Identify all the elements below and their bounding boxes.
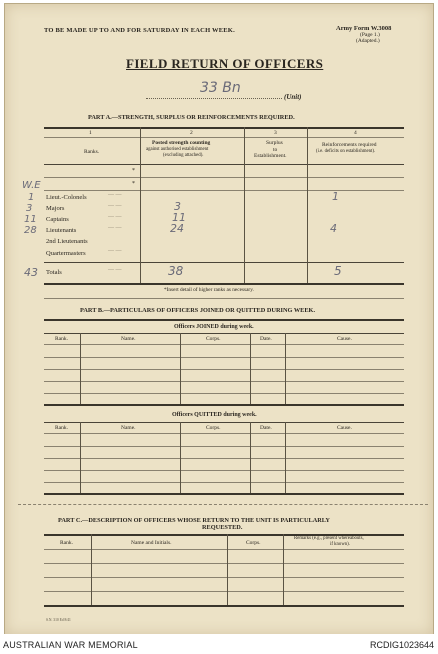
- part-a-title: PART A.—STRENGTH, SURPLUS OR REINFORCEMENTS REQUIRED.: [88, 114, 295, 121]
- part-b-top-rule: [44, 298, 404, 299]
- unit-handwritten: 33 Bn: [200, 80, 241, 96]
- quitted-col-date: Date.: [260, 425, 272, 431]
- rank-label: Lieutenants: [46, 227, 77, 234]
- instruction-text: TO BE MADE UP TO AND FOR SATURDAY IN EACH WEEK.: [44, 27, 235, 34]
- form-name: Army Form W.3008: [336, 25, 392, 32]
- reinf-value: 1: [332, 190, 339, 203]
- col-reinf-header-1: Reinforcements required: [322, 142, 377, 148]
- print-code: S.N. 310 Ed 8/41: [46, 618, 71, 622]
- col-number-2: 2: [190, 130, 193, 136]
- quitted-col-divider: [250, 422, 251, 493]
- form-page: (Page 1.): [360, 32, 380, 38]
- quitted-row-rule: [44, 446, 404, 447]
- quitted-col-corps: Corps.: [206, 425, 221, 431]
- rank-label: Captains: [46, 216, 69, 223]
- part-c-divider: [18, 504, 428, 505]
- joined-col-divider: [80, 333, 81, 404]
- col-divider-3: [307, 127, 308, 283]
- col-reinf-header-2: (i.e. deficits on establishment).: [316, 149, 376, 154]
- part-c-row-rule: [44, 591, 404, 592]
- col-divider-1: [140, 127, 141, 283]
- row-leader: — —: [108, 267, 122, 273]
- rank-label: Majors: [46, 205, 65, 212]
- part-c-colhead-rule: [44, 549, 404, 550]
- joined-row-rule: [44, 357, 404, 358]
- part-c-title-2: REQUESTED.: [202, 524, 243, 531]
- part-c-col-remarks-2: if known).: [330, 542, 350, 547]
- posted-value: 3: [174, 200, 181, 213]
- joined-top-rule: [44, 319, 404, 321]
- margin-we: W.E: [22, 180, 41, 191]
- margin-value: 11: [24, 214, 37, 225]
- archive-id: RCDIG1023644: [369, 640, 434, 650]
- joined-row-rule: [44, 393, 404, 394]
- quitted-bottom-rule: [44, 493, 404, 495]
- form-adapted: (Adapted.): [356, 38, 380, 44]
- joined-row-rule: [44, 381, 404, 382]
- joined-bottom-rule: [44, 404, 404, 406]
- quitted-col-cause: Cause.: [337, 425, 352, 431]
- archive-footer: [0, 634, 438, 654]
- part-c-col-divider: [227, 534, 228, 605]
- margin-value: 28: [24, 225, 37, 236]
- joined-colhead-rule: [44, 344, 404, 345]
- totals-top-rule: [44, 262, 404, 263]
- header-bottom-rule: [44, 164, 404, 165]
- part-c-col-name: Name and Initials.: [131, 540, 172, 546]
- row-leader: — —: [108, 225, 122, 231]
- star-mark: *: [132, 181, 135, 187]
- totals-posted: 38: [168, 264, 184, 278]
- quitted-col-divider: [180, 422, 181, 493]
- col-posted-header-3: (excluding attached).: [163, 153, 204, 158]
- joined-heading-rule: [44, 333, 404, 334]
- rank-label: Lieut.-Colonels: [46, 194, 87, 201]
- part-c-col-remarks-1: Remarks (e.g., present whereabouts,: [294, 536, 364, 541]
- rank-label: Quartermasters: [46, 250, 86, 257]
- col-ranks-header: Ranks.: [84, 149, 100, 155]
- joined-col-date: Date.: [260, 336, 272, 342]
- quitted-col-name: Name.: [121, 425, 136, 431]
- part-c-bottom-rule: [44, 605, 404, 607]
- rank-label: 2nd Lieutenants: [46, 238, 88, 245]
- star-row-rule: [44, 177, 404, 178]
- footnote: *Insert detail of higher ranks as necessary.: [164, 287, 254, 293]
- row-leader: — —: [108, 214, 122, 220]
- joined-col-rank: Rank.: [55, 336, 68, 342]
- part-a-bottom-rule: [44, 283, 404, 285]
- row-leader: — —: [108, 192, 122, 198]
- part-c-row-rule: [44, 577, 404, 578]
- col-surplus-header-1: Surplus: [266, 140, 283, 146]
- posted-value: 24: [170, 222, 184, 235]
- row-leader: — —: [108, 203, 122, 209]
- part-b-title: PART B.—PARTICULARS OF OFFICERS JOINED OR QUITTED DURING WEEK.: [80, 307, 316, 314]
- col-divider-2: [244, 127, 245, 283]
- unit-line: [146, 98, 282, 99]
- part-c-col-corps: Corps.: [246, 540, 261, 546]
- quitted-col-rank: Rank.: [55, 425, 68, 431]
- col-number-3: 3: [274, 130, 277, 136]
- quitted-row-rule: [44, 470, 404, 471]
- unit-label: (Unit): [284, 93, 302, 101]
- star-row-rule-2: [44, 190, 404, 191]
- margin-value: 1: [28, 192, 35, 203]
- quitted-row-rule: [44, 482, 404, 483]
- row-leader: — —: [108, 248, 122, 254]
- joined-row-rule: [44, 369, 404, 370]
- quitted-heading: Officers QUITTED during week.: [172, 412, 257, 418]
- col-surplus-header-3: Establishment.: [254, 153, 287, 159]
- col-number-4: 4: [354, 130, 357, 136]
- totals-reinf: 5: [334, 264, 342, 278]
- col-posted-header-2: against authorised establishment: [146, 147, 209, 152]
- quitted-heading-rule: [44, 422, 404, 423]
- col-posted-header-1: Posted strength counting: [152, 140, 211, 146]
- page-title: FIELD RETURN OF OFFICERS: [126, 56, 324, 71]
- posted-value: 11: [172, 211, 186, 224]
- margin-total: 43: [24, 266, 38, 279]
- joined-col-divider: [285, 333, 286, 404]
- part-a-top-rule: [44, 127, 404, 129]
- reinf-value: 4: [330, 222, 337, 235]
- joined-col-divider: [250, 333, 251, 404]
- col-surplus-header-2: to: [273, 147, 278, 153]
- quitted-col-divider: [285, 422, 286, 493]
- col-number-rule: [44, 137, 404, 138]
- joined-heading: Officers JOINED during week.: [174, 324, 254, 330]
- part-c-col-rank: Rank.: [60, 540, 73, 546]
- part-c-col-divider: [283, 534, 284, 605]
- part-c-col-divider: [91, 534, 92, 605]
- part-c-row-rule: [44, 563, 404, 564]
- quitted-colhead-rule: [44, 433, 404, 434]
- col-number-1: 1: [89, 130, 92, 136]
- quitted-row-rule: [44, 458, 404, 459]
- part-c-title-1: PART C.—DESCRIPTION OF OFFICERS WHOSE RETURN TO THE UNIT IS PARTICULARLY: [58, 517, 330, 524]
- archive-name: AUSTRALIAN WAR MEMORIAL: [3, 640, 138, 650]
- quitted-col-divider: [80, 422, 81, 493]
- joined-col-cause: Cause.: [337, 336, 352, 342]
- joined-col-name: Name.: [121, 336, 136, 342]
- joined-col-corps: Corps.: [206, 336, 221, 342]
- star-mark: *: [132, 168, 135, 174]
- margin-value: 3: [26, 203, 33, 214]
- totals-label: Totals: [46, 269, 62, 276]
- joined-col-divider: [180, 333, 181, 404]
